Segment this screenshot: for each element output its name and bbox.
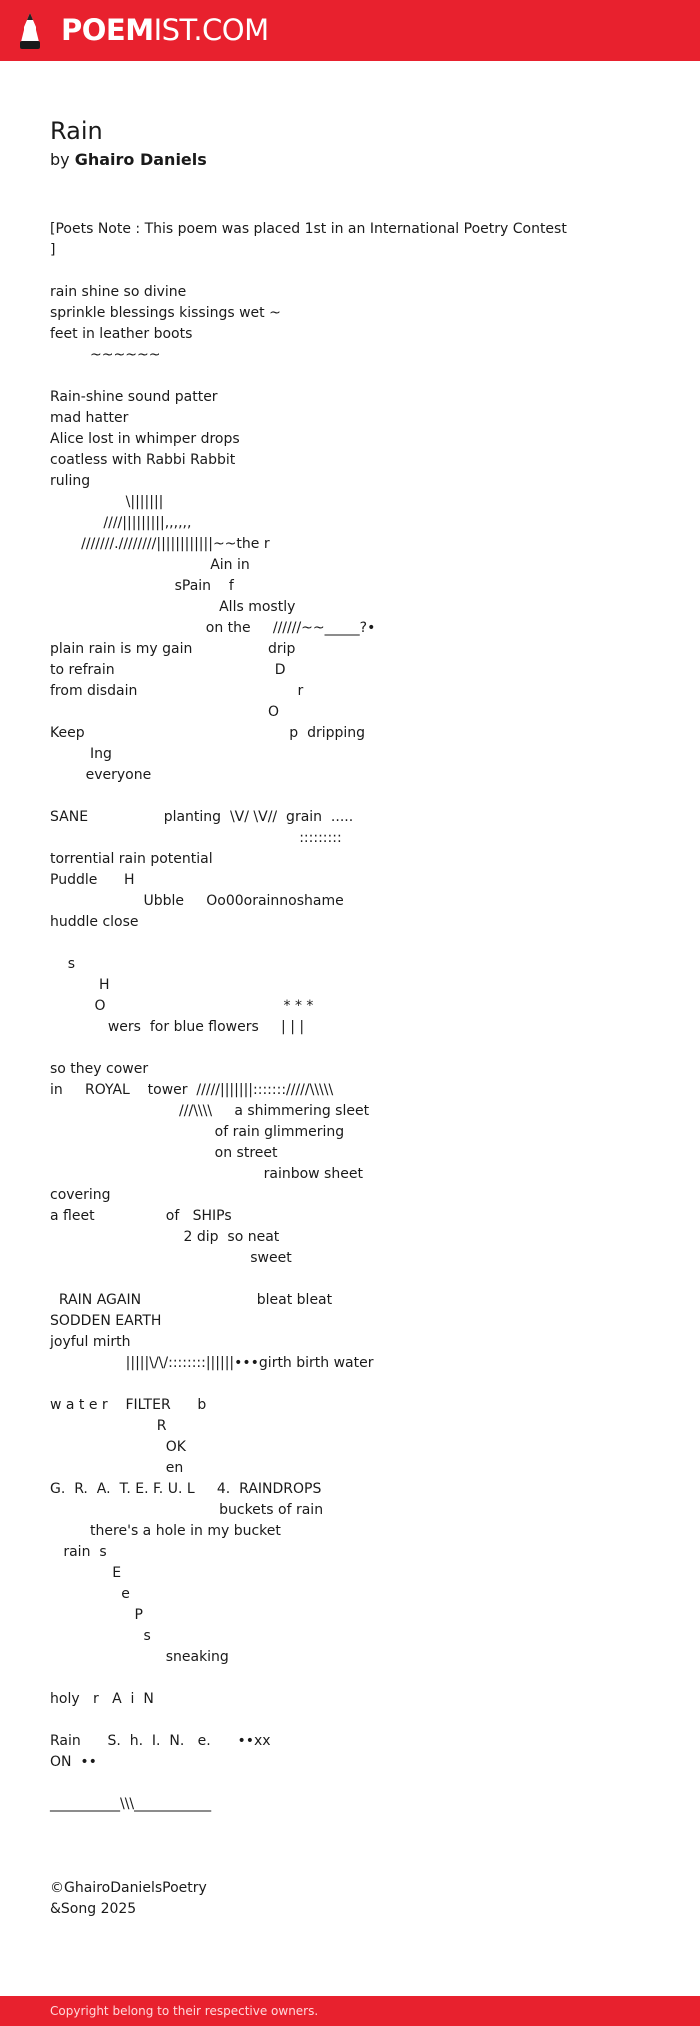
poem-line: covering	[50, 1187, 111, 1203]
poem-line: s	[50, 956, 76, 972]
pencil-icon[interactable]	[17, 12, 43, 50]
poem-line: SANE planting \V/ \V// grain .....	[50, 809, 354, 825]
poem-line: |||||\/\/::::::::||||||•••girth birth water	[50, 1355, 374, 1371]
poem-line: Alls mostly	[50, 599, 296, 615]
poem-line	[50, 1668, 670, 1689]
poem-line: joyful mirth	[50, 1334, 131, 1350]
poem-title: Rain	[50, 117, 103, 145]
poem-line: mad hatter	[50, 410, 129, 426]
poem-line: P	[50, 1607, 143, 1623]
poem-line: Puddle H	[50, 872, 135, 888]
poem-line: everyone	[50, 767, 152, 783]
poem-line: ]	[50, 242, 56, 258]
poem-line: huddle close	[50, 914, 139, 930]
poem-line: Ing	[50, 746, 112, 762]
poem-line: Rain S. h. I. N. e. ••xx	[50, 1733, 271, 1749]
poem-line	[50, 1857, 670, 1878]
poem-line: w a t e r FILTER b	[50, 1397, 207, 1413]
poem-line	[50, 786, 670, 807]
poem-line: Keep p dripping	[50, 725, 366, 741]
poem-line: ruling	[50, 473, 91, 489]
site-logo[interactable]: POEMIST.COM	[61, 13, 269, 47]
poem-line: Alice lost in whimper drops	[50, 431, 240, 447]
poem-body	[50, 219, 670, 1920]
poem-line: O	[50, 704, 280, 720]
poem-line: rain s	[50, 1544, 107, 1560]
poem-line: &Song 2025	[50, 1901, 137, 1917]
poem-line: Rain-shine sound patter	[50, 389, 218, 405]
poem-line: holy r A i N	[50, 1691, 154, 1707]
poem-line	[50, 1815, 670, 1836]
poem-line: sweet	[50, 1250, 292, 1266]
poem-line: buckets of rain	[50, 1502, 324, 1518]
poem-line: en	[50, 1460, 184, 1476]
author-name[interactable]: Ghairo Daniels	[74, 150, 207, 169]
poem-line	[50, 366, 670, 387]
poem-line	[50, 1773, 670, 1794]
poem-line: E	[50, 1565, 122, 1581]
poem-line: 2 dip so neat	[50, 1229, 280, 1245]
poem-line	[50, 261, 670, 282]
poem-line: there's a hole in my bucket	[50, 1523, 281, 1539]
poem-line: on street	[50, 1145, 278, 1161]
poem-line: to refrain D	[50, 662, 286, 678]
poem-line: SODDEN EARTH	[50, 1313, 162, 1329]
site-footer	[0, 1996, 700, 2026]
poem-line: O * * *	[50, 998, 314, 1014]
poem-line	[50, 1269, 670, 1290]
poem-line: ~~~~~~	[50, 347, 161, 363]
poem-line: e	[50, 1586, 130, 1602]
poem-line: Ain in	[50, 557, 250, 573]
poem-line: \|||||||	[50, 494, 164, 510]
poem-line: plain rain is my gain drip	[50, 641, 296, 657]
poem-line	[50, 933, 670, 954]
poem-line: sprinkle blessings kissings wet ~	[50, 305, 281, 321]
poem-line: H	[50, 977, 110, 993]
copyright-notice: Copyright belong to their respective owners.	[50, 2004, 319, 2018]
site-header	[0, 0, 700, 61]
poem-line: [Poets Note : This poem was placed 1st in an International Poetry Contest	[50, 221, 567, 237]
poem-line: rainbow sheet	[50, 1166, 363, 1182]
poem-line: rain shine so divine	[50, 284, 187, 300]
poem-line	[50, 1374, 670, 1395]
poem-line	[50, 1710, 670, 1731]
poem-line: Ubble Oo00orainnoshame	[50, 893, 344, 909]
by-label: by	[50, 150, 70, 169]
poem-line: G. R. A. T. E. F. U. L 4. RAINDROPS	[50, 1481, 322, 1497]
poem-line: OK	[50, 1439, 186, 1455]
poem-line: so they cower	[50, 1061, 149, 1077]
poem-line: wers for blue flowers | | |	[50, 1019, 305, 1035]
poem-line: torrential rain potential	[50, 851, 213, 867]
poem-line: ///\\\\ a shimmering sleet	[50, 1103, 370, 1119]
poem-line	[50, 1836, 670, 1857]
poem-line: of rain glimmering	[50, 1124, 345, 1140]
poem-line: s	[50, 1628, 151, 1644]
poem-line: ////|||||||||,,,,,,	[50, 515, 192, 531]
poem-line	[50, 1038, 670, 1059]
poem-line: in ROYAL tower /////|||||||::::::://///\\\\\	[50, 1082, 334, 1098]
poem-line: sPain f	[50, 578, 234, 594]
poem-line: coatless with Rabbi Rabbit	[50, 452, 236, 468]
poem-line: ///////.////////||||||||||||~~the r	[50, 536, 270, 552]
poem-line: :::::::::	[50, 830, 342, 846]
poem-line: R	[50, 1418, 167, 1434]
poem-line: ON ••	[50, 1754, 97, 1770]
poem-line: ©GhairoDanielsPoetry	[50, 1880, 207, 1896]
poem-line: __________\\\___________	[50, 1796, 212, 1812]
byline	[50, 149, 207, 170]
poem-line: a fleet of SHIPs	[50, 1208, 232, 1224]
poem-line: on the //////~~_____?•	[50, 620, 376, 636]
poem-line: sneaking	[50, 1649, 229, 1665]
poem-line: RAIN AGAIN bleat bleat	[50, 1292, 333, 1308]
poem-line: feet in leather boots	[50, 326, 193, 342]
poem-line: from disdain r	[50, 683, 304, 699]
